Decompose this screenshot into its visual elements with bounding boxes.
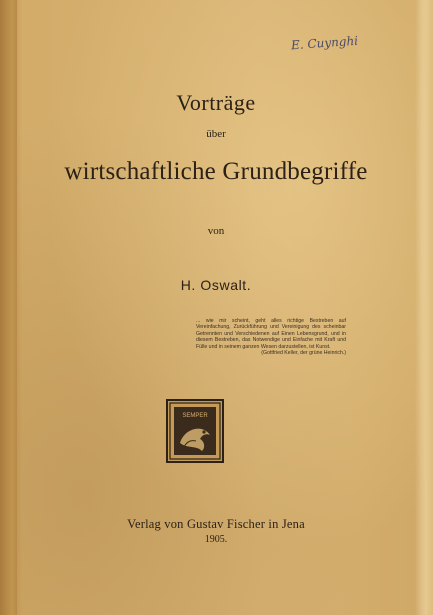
publication-year: 1905. xyxy=(204,534,228,545)
title-line-1: Vorträge xyxy=(176,90,256,115)
title-line-2: über xyxy=(206,128,226,140)
by-label: von xyxy=(207,225,225,237)
cover-right-edge xyxy=(415,0,433,615)
cover-spine-edge xyxy=(0,0,17,615)
title-line-3: wirtschaftliche Grundbegriffe xyxy=(64,158,368,185)
handwritten-note: E. Cuynghi xyxy=(290,33,359,53)
epigraph-source: (Gottfried Keller, der grüne Heinrich.) xyxy=(261,350,346,357)
publisher-emblem xyxy=(166,399,224,463)
author-name: H. Oswalt. xyxy=(180,277,252,293)
epigraph xyxy=(196,318,346,356)
publisher-line: Verlag von Gustav Fischer in Jena xyxy=(127,517,305,531)
emblem-text: SEMPER xyxy=(182,413,208,419)
epigraph-text: ... wie mir scheint, geht alles richtige Bestreben auf Vereinfachung, Zurückführung und Vereinigung des scheinbar Getrennten und Verschiedenen auf Einen Lebensgrund, und in diesem Bestreben, das Notwendige und Einfache mit Kraft und Fülle und in seinem ganzen Wesen darzustellen, ist Kunst. xyxy=(196,318,346,350)
